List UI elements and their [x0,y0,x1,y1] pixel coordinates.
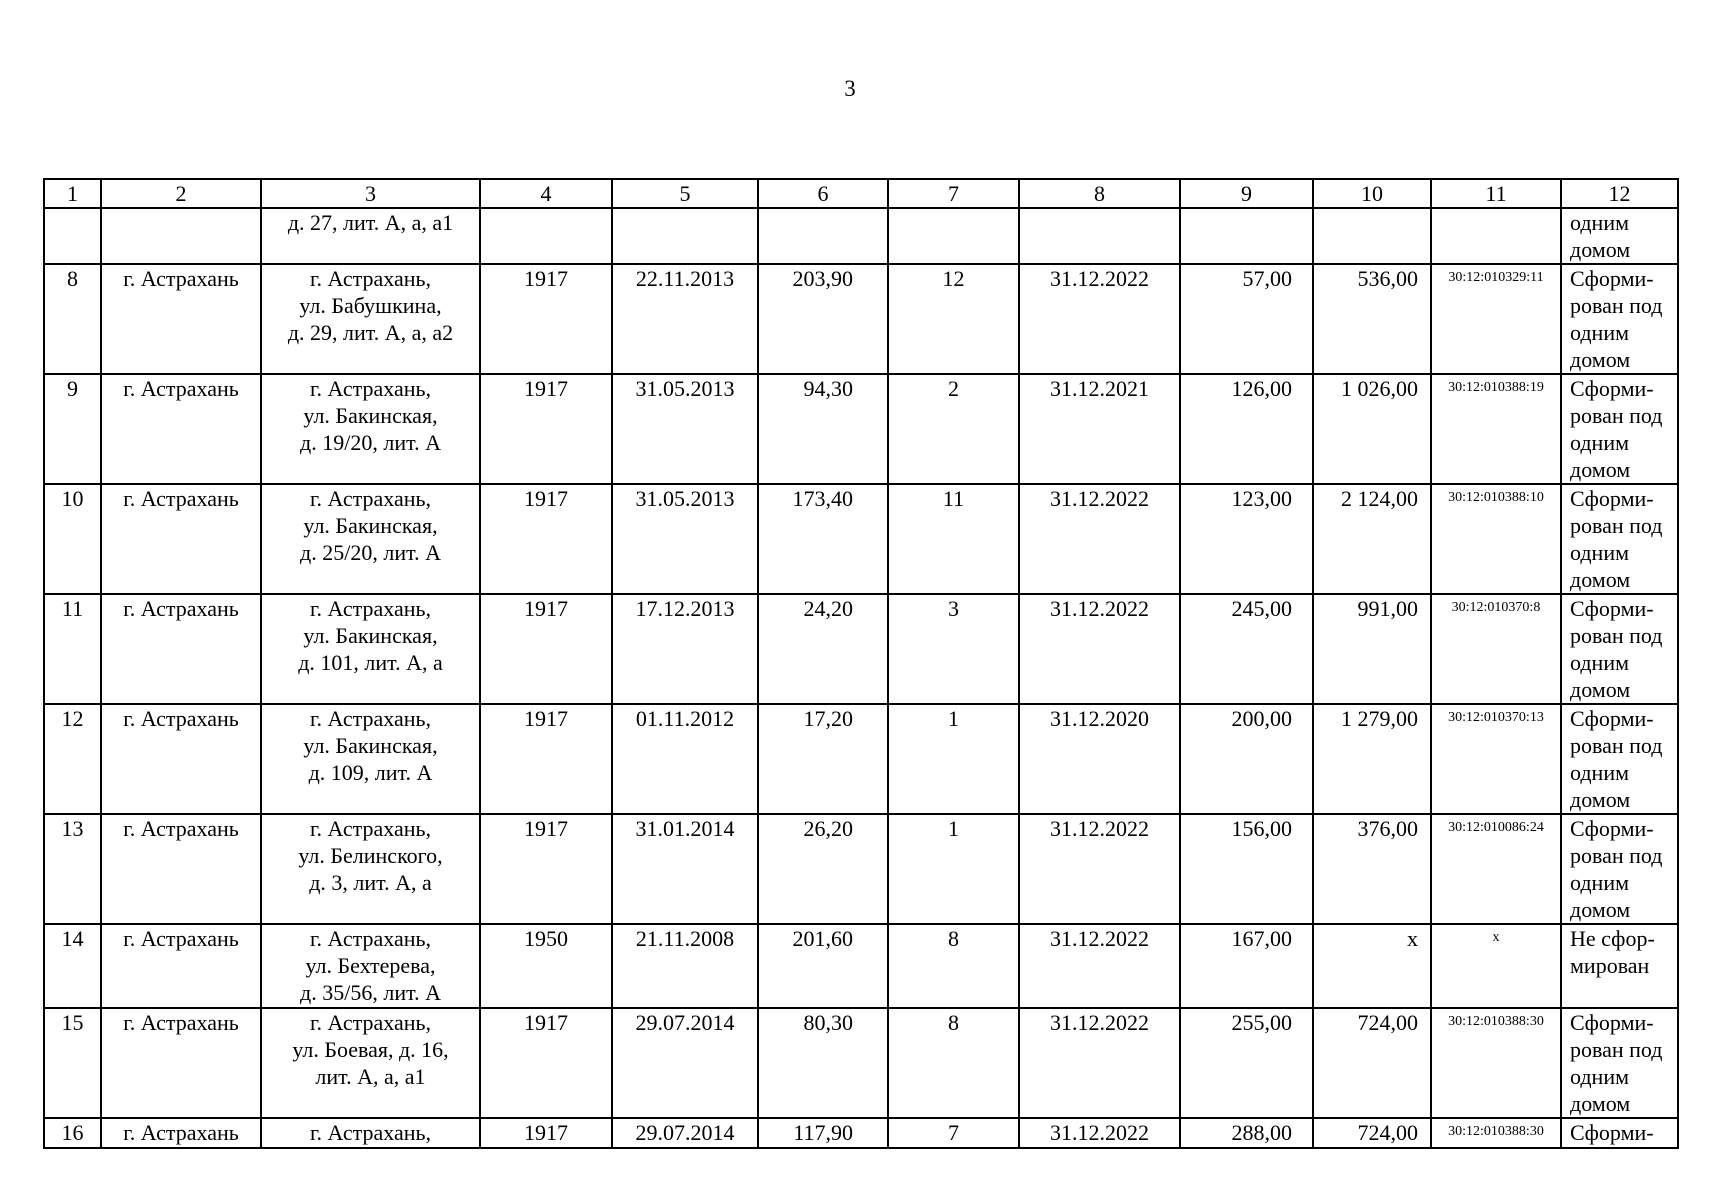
address-line: д. 109, лит. А [308,760,433,785]
address-line: лит. А, а, а1 [315,1064,426,1089]
cell-people [888,208,1019,264]
address-line: ул. Бакинская, [303,403,438,428]
cell-c10: 2 124,00 [1313,484,1431,594]
address-line: ул. Бакинская, [303,513,438,538]
cell-people: 1 [888,704,1019,814]
cell-c9: 255,00 [1180,1008,1313,1118]
column-number-row [44,179,1678,208]
cell-n: 10 [44,484,101,594]
status-line: рован под [1570,293,1663,318]
cell-city: г. Астрахань [101,704,261,814]
cell-c9: 288,00 [1180,1118,1313,1148]
cell-city: г. Астрахань [101,924,261,1008]
cell-people: 11 [888,484,1019,594]
table-row [44,1118,1678,1148]
address-line: г. Астрахань, [309,1120,432,1145]
status-line: рован под [1570,1037,1663,1062]
table-row [44,264,1678,374]
cell-year: 1917 [480,1118,612,1148]
cell-people: 3 [888,594,1019,704]
column-number: 6 [758,179,888,208]
cell-deadline: 31.12.2020 [1019,704,1180,814]
address-line: д. 25/20, лит. А [300,540,441,565]
column-number: 1 [44,179,101,208]
status-line: домом [1570,237,1631,262]
cell-city [101,208,261,264]
cell-year: 1917 [480,264,612,374]
cell-n: 13 [44,814,101,924]
cell-n: 11 [44,594,101,704]
cell-area [758,208,888,264]
cell-cadastre: 30:12:010370:8 [1431,594,1561,704]
page-number: 3 [844,76,856,101]
cell-address [261,1118,480,1148]
cell-year: 1917 [480,1008,612,1118]
cell-city: г. Астрахань [101,264,261,374]
status-line: Сформи- [1570,486,1654,511]
cell-people: 1 [888,814,1019,924]
cell-n: 8 [44,264,101,374]
cell-year [480,208,612,264]
status-line: домом [1570,787,1631,812]
cell-status [1561,924,1678,1008]
register-table [43,178,1679,1149]
status-line: домом [1570,1091,1631,1116]
status-line: одним [1570,870,1630,895]
status-line: Не сфор- [1570,926,1655,951]
address-line: д. 19/20, лит. А [300,430,441,455]
cell-address [261,594,480,704]
cell-cadastre: 30:12:010329:11 [1431,264,1561,374]
status-line: рован под [1570,733,1663,758]
cell-address [261,374,480,484]
cell-deadline: 31.12.2022 [1019,924,1180,1008]
status-line: Сформи- [1570,1120,1654,1145]
address-line: д. 29, лит. А, а, а2 [287,320,454,345]
cell-year: 1917 [480,704,612,814]
table-row [44,704,1678,814]
status-line: Сформи- [1570,706,1654,731]
cell-city: г. Астрахань [101,814,261,924]
address-line: г. Астрахань, [309,266,432,291]
status-line: домом [1570,567,1631,592]
table-row [44,594,1678,704]
cell-people: 12 [888,264,1019,374]
cell-c10: 1 279,00 [1313,704,1431,814]
cell-city: г. Астрахань [101,374,261,484]
status-line: одним [1570,320,1630,345]
cell-people: 8 [888,1008,1019,1118]
column-number: 4 [480,179,612,208]
address-line: ул. Белинского, [298,843,443,868]
status-line: Сформи- [1570,1010,1654,1035]
status-line: одним [1570,540,1630,565]
column-number: 3 [261,179,480,208]
address-line: ул. Боевая, д. 16, [292,1037,449,1062]
address-line: г. Астрахань, [309,376,432,401]
cell-cadastre [1431,208,1561,264]
cell-cadastre: 30:12:010388:30 [1431,1008,1561,1118]
column-number: 12 [1561,179,1678,208]
cell-status [1561,484,1678,594]
cell-deadline: 31.12.2022 [1019,484,1180,594]
cell-n [44,208,101,264]
cell-c9: 200,00 [1180,704,1313,814]
column-number: 9 [1180,179,1313,208]
address-line: г. Астрахань, [309,1010,432,1035]
cell-area: 173,40 [758,484,888,594]
cell-address [261,924,480,1008]
cell-date: 01.11.2012 [612,704,758,814]
table-body [44,179,1678,1148]
cell-status [1561,1008,1678,1118]
cell-status [1561,1118,1678,1148]
cell-date: 22.11.2013 [612,264,758,374]
cell-c9: 156,00 [1180,814,1313,924]
column-number: 8 [1019,179,1180,208]
cell-c10: 536,00 [1313,264,1431,374]
cell-c9 [1180,208,1313,264]
cell-c10: 724,00 [1313,1118,1431,1148]
cell-city: г. Астрахань [101,1008,261,1118]
address-line: ул. Бакинская, [303,733,438,758]
cell-people: 8 [888,924,1019,1008]
status-line: рован под [1570,843,1663,868]
cell-c9: 126,00 [1180,374,1313,484]
cell-city: г. Астрахань [101,1118,261,1148]
cell-c10: 991,00 [1313,594,1431,704]
cell-date: 29.07.2014 [612,1118,758,1148]
cell-c10 [1313,208,1431,264]
cell-deadline: 31.12.2022 [1019,814,1180,924]
address-line: г. Астрахань, [309,486,432,511]
address-line: г. Астрахань, [309,706,432,731]
cell-cadastre: 30:12:010388:19 [1431,374,1561,484]
cell-area: 94,30 [758,374,888,484]
cell-area: 17,20 [758,704,888,814]
address-line: д. 35/56, лит. А [300,980,441,1005]
cell-area: 80,30 [758,1008,888,1118]
cell-date: 31.05.2013 [612,374,758,484]
cell-area: 117,90 [758,1118,888,1148]
status-line: домом [1570,677,1631,702]
cell-status [1561,814,1678,924]
cell-cadastre: x [1431,924,1561,1008]
status-line: Сформи- [1570,266,1654,291]
status-line: домом [1570,457,1631,482]
cell-date [612,208,758,264]
column-number: 2 [101,179,261,208]
cell-year: 1950 [480,924,612,1008]
status-line: рован под [1570,623,1663,648]
cell-n: 9 [44,374,101,484]
cell-date: 21.11.2008 [612,924,758,1008]
cell-c10: 376,00 [1313,814,1431,924]
cell-address [261,264,480,374]
cell-n: 14 [44,924,101,1008]
address-line: г. Астрахань, [309,926,432,951]
cell-cadastre: 30:12:010086:24 [1431,814,1561,924]
address-line: ул. Бехтерева, [305,953,436,978]
cell-c9: 245,00 [1180,594,1313,704]
cell-city: г. Астрахань [101,594,261,704]
cell-address [261,484,480,594]
cell-year: 1917 [480,594,612,704]
status-line: Сформи- [1570,816,1654,841]
status-line: одним [1570,430,1630,455]
cell-status [1561,208,1678,264]
address-line: г. Астрахань, [309,596,432,621]
cell-people: 2 [888,374,1019,484]
cell-c10: 1 026,00 [1313,374,1431,484]
cell-date: 29.07.2014 [612,1008,758,1118]
cell-c9: 57,00 [1180,264,1313,374]
cell-year: 1917 [480,374,612,484]
cell-date: 31.05.2013 [612,484,758,594]
cell-c10: 724,00 [1313,1008,1431,1118]
table-row [44,1008,1678,1118]
cell-status [1561,594,1678,704]
cell-city: г. Астрахань [101,484,261,594]
address-line: ул. Бакинская, [303,623,438,648]
column-number: 5 [612,179,758,208]
address-line: г. Астрахань, [309,816,432,841]
cell-year: 1917 [480,484,612,594]
status-line: рован под [1570,403,1663,428]
cell-area: 203,90 [758,264,888,374]
status-line: мирован [1570,953,1650,978]
status-line: Сформи- [1570,376,1654,401]
column-number: 10 [1313,179,1431,208]
cell-people: 7 [888,1118,1019,1148]
status-line: домом [1570,897,1631,922]
cell-year: 1917 [480,814,612,924]
status-line: одним [1570,760,1630,785]
status-line: Сформи- [1570,596,1654,621]
table-row [44,924,1678,1008]
cell-address [261,1008,480,1118]
status-line: одним [1570,210,1630,235]
address-line: ул. Бабушкина, [299,293,442,318]
status-line: домом [1570,347,1631,372]
address-line: д. 101, лит. А, а [298,650,443,675]
cell-date: 17.12.2013 [612,594,758,704]
cell-c9: 123,00 [1180,484,1313,594]
status-line: одним [1570,650,1630,675]
column-number: 11 [1431,179,1561,208]
cell-n: 15 [44,1008,101,1118]
cell-status [1561,374,1678,484]
cell-n: 12 [44,704,101,814]
cell-n: 16 [44,1118,101,1148]
cell-c10: x [1313,924,1431,1008]
cell-status [1561,704,1678,814]
cell-deadline: 31.12.2022 [1019,264,1180,374]
cell-c9: 167,00 [1180,924,1313,1008]
cell-deadline: 31.12.2021 [1019,374,1180,484]
cell-cadastre: 30:12:010388:30 [1431,1118,1561,1148]
cell-deadline [1019,208,1180,264]
cell-area: 201,60 [758,924,888,1008]
column-number: 7 [888,179,1019,208]
cell-deadline: 31.12.2022 [1019,1008,1180,1118]
cell-address [261,814,480,924]
cell-deadline: 31.12.2022 [1019,594,1180,704]
status-line: рован под [1570,513,1663,538]
address-line: д. 3, лит. А, а [309,870,432,895]
table-row [44,374,1678,484]
cell-area: 26,20 [758,814,888,924]
cell-address: д. 27, лит. А, а, а1 [261,208,480,264]
cell-cadastre: 30:12:010388:10 [1431,484,1561,594]
cell-date: 31.01.2014 [612,814,758,924]
cell-deadline: 31.12.2022 [1019,1118,1180,1148]
cell-address [261,704,480,814]
cell-area: 24,20 [758,594,888,704]
cell-status [1561,264,1678,374]
table-row [44,814,1678,924]
status-line: одним [1570,1064,1630,1089]
table-row [44,484,1678,594]
cell-cadastre: 30:12:010370:13 [1431,704,1561,814]
continuation-row [44,208,1678,264]
